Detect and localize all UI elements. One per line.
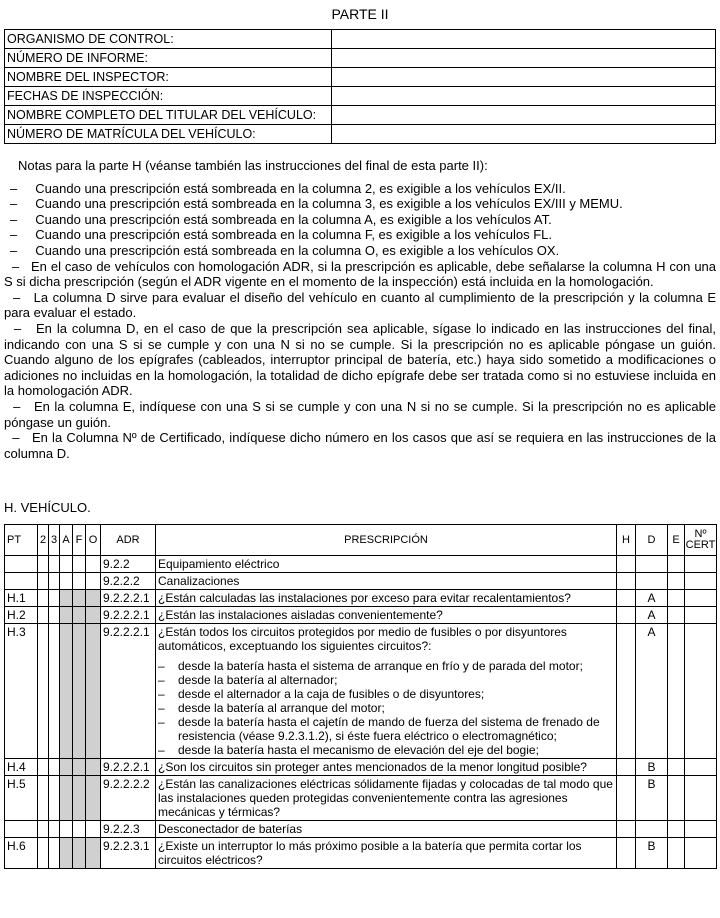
prescription-text: ¿Están calculadas las instalaciones por exceso para evitar recalentamientos? — [158, 591, 571, 605]
control-row — [5, 68, 716, 87]
col-2-cell — [38, 759, 49, 776]
control-label: ORGANISMO DE CONTROL: — [5, 30, 332, 49]
col-o-cell — [86, 838, 101, 869]
col-3-cell — [49, 556, 60, 573]
row-adr: 9.2.2.2.1 — [101, 590, 156, 607]
row-prescription — [156, 821, 617, 838]
col-f-cell — [73, 573, 86, 590]
row-h-cell[interactable] — [617, 573, 636, 590]
header-prescription: PRESCRIPCIÓN — [156, 525, 617, 556]
control-row — [5, 30, 716, 49]
circuit-list-item: – desde la batería hasta el sistema de arranque en frío y de parada del motor; — [158, 659, 583, 673]
row-cert-cell[interactable] — [685, 838, 717, 869]
col-o-cell — [86, 624, 101, 759]
col-a-cell — [60, 590, 73, 607]
table-row — [5, 556, 717, 573]
col-f-cell — [73, 556, 86, 573]
note-paragraph: – En el caso de vehículos con homologación ADR, si la prescripción es aplicable, debe señalarse la columna H con una S si dicha prescripción (según el ADR vigente en el momento de la inspección) está incluida en la homologación. — [4, 258, 717, 290]
col-o-cell — [86, 573, 101, 590]
row-e-cell[interactable] — [668, 590, 685, 607]
header-cert-line1: Nº — [694, 528, 707, 540]
col-f-cell — [73, 838, 86, 869]
col-a-cell — [60, 759, 73, 776]
circuit-list-item: – desde la batería al arranque del motor; — [158, 701, 385, 715]
row-d-cell[interactable]: A — [636, 607, 668, 624]
col-o-cell — [86, 759, 101, 776]
col-f-cell — [73, 624, 86, 759]
row-prescription — [156, 590, 617, 607]
col-3-cell — [49, 776, 60, 821]
header-e: E — [668, 525, 685, 556]
row-cert-cell[interactable] — [685, 624, 717, 759]
table-row — [5, 607, 717, 624]
col-3-cell — [49, 590, 60, 607]
col-a-cell — [60, 838, 73, 869]
row-e-cell[interactable] — [668, 759, 685, 776]
row-prescription — [156, 838, 617, 869]
row-cert-cell[interactable] — [685, 573, 717, 590]
row-pt — [5, 573, 38, 590]
control-info-table — [4, 29, 716, 144]
row-d-cell[interactable] — [636, 821, 668, 838]
row-e-cell[interactable] — [668, 821, 685, 838]
control-value-field[interactable] — [332, 106, 716, 125]
col-2-cell — [38, 624, 49, 759]
col-a-cell — [60, 776, 73, 821]
header-cert-line2: CERT — [685, 539, 716, 551]
col-2-cell — [38, 838, 49, 869]
table-row — [5, 590, 717, 607]
row-h-cell[interactable] — [617, 759, 636, 776]
notes-intro: Notas para la parte H (véanse también las instrucciones del final de esta parte II): — [18, 158, 488, 173]
row-cert-cell[interactable] — [685, 590, 717, 607]
row-prescription — [156, 759, 617, 776]
row-e-cell[interactable] — [668, 556, 685, 573]
note-item: – Cuando una prescripción está sombreada en la columna F, es exigible a los vehículos FL. — [10, 227, 552, 243]
header-col-a: A — [60, 525, 73, 556]
row-cert-cell[interactable] — [685, 759, 717, 776]
control-value-field[interactable] — [332, 68, 716, 87]
control-row — [5, 49, 716, 68]
control-value-field[interactable] — [332, 30, 716, 49]
row-e-cell[interactable] — [668, 573, 685, 590]
col-2-cell — [38, 573, 49, 590]
header-col-f: F — [73, 525, 86, 556]
control-value-field[interactable] — [332, 87, 716, 106]
prescription-text: Canalizaciones — [158, 574, 240, 588]
col-f-cell — [73, 821, 86, 838]
prescription-text: Desconectador de baterías — [158, 822, 303, 836]
control-label: NOMBRE DEL INSPECTOR: — [5, 68, 332, 87]
row-pt: H.6 — [5, 838, 38, 869]
header-cert — [685, 525, 717, 556]
row-h-cell[interactable] — [617, 556, 636, 573]
row-pt — [5, 556, 38, 573]
prescription-text: ¿Son los circuitos sin proteger antes mencionados de la menor longitud posible? — [158, 760, 587, 774]
note-paragraph: – En la Columna Nº de Certificado, indíquese dicho número en los casos que así se requiera en las instrucciones de la columna D. — [4, 430, 716, 461]
col-3-cell — [49, 838, 60, 869]
col-f-cell — [73, 607, 86, 624]
col-2-cell — [38, 776, 49, 821]
control-value-field[interactable] — [332, 125, 716, 144]
prescription-text: ¿Están todos los circuitos protegidos por medio de fusibles o por disyuntores automáticos, exceptuando los siguientes circuitos?: — [158, 625, 567, 653]
row-d-cell[interactable]: B — [636, 776, 668, 821]
col-o-cell — [86, 776, 101, 821]
table-row — [5, 624, 717, 759]
col-a-cell — [60, 607, 73, 624]
header-d: D — [636, 525, 668, 556]
row-h-cell[interactable] — [617, 776, 636, 821]
row-adr: 9.2.2.2 — [101, 573, 156, 590]
row-e-cell[interactable] — [668, 607, 685, 624]
notes-section — [4, 158, 716, 461]
table-row — [5, 759, 717, 776]
row-pt — [5, 821, 38, 838]
row-pt: H.2 — [5, 607, 38, 624]
row-prescription — [156, 573, 617, 590]
part-title: PARTE II — [331, 6, 389, 22]
row-prescription — [156, 624, 617, 759]
note-paragraph: – En la columna E, indíquese con una S si se cumple y con una N si no se cumple. Si la prescripción no es aplicable póngase un guión. — [4, 398, 716, 430]
header-pt: PT — [5, 525, 38, 556]
table-header-row — [5, 525, 717, 556]
circuit-list-item: – desde la batería hasta el cajetín de mando de fuerza del sistema de frenado de resistencia (véase 9.2.3.1.2), si éste fuera eléctrico o electromagnético; — [158, 715, 600, 743]
col-2-cell — [38, 607, 49, 624]
prescription-text: ¿Existe un interruptor lo más próximo posible a la batería que permita cortar los circuitos eléctricos? — [158, 839, 582, 867]
row-d-cell[interactable] — [636, 573, 668, 590]
row-adr: 9.2.2.3 — [101, 821, 156, 838]
row-adr: 9.2.2.3.1 — [101, 838, 156, 869]
control-label: NOMBRE COMPLETO DEL TITULAR DEL VEHÍCULO: — [5, 106, 332, 125]
row-adr: 9.2.2.2.2 — [101, 776, 156, 821]
header-col-2: 2 — [38, 525, 49, 556]
col-3-cell — [49, 759, 60, 776]
col-o-cell — [86, 821, 101, 838]
prescription-text: Equipamiento eléctrico — [158, 557, 280, 571]
row-pt: H.5 — [5, 776, 38, 821]
header-h: H — [617, 525, 636, 556]
row-d-cell[interactable]: A — [636, 590, 668, 607]
header-col-o: O — [86, 525, 101, 556]
control-label: FECHAS DE INSPECCIÓN: — [5, 87, 332, 106]
prescription-text: ¿Están las canalizaciones eléctricas sólidamente fijadas y colocadas de tal modo que las instalaciones queden protegidas convenientemente contra las agresiones mecánicas y térmicas? — [158, 777, 613, 819]
note-item: – Cuando una prescripción está sombreada en la columna 3, es exigible a los vehículos EX/III y MEMU. — [10, 196, 623, 212]
row-adr: 9.2.2 — [101, 556, 156, 573]
col-2-cell — [38, 590, 49, 607]
col-3-cell — [49, 573, 60, 590]
header-adr: ADR — [101, 525, 156, 556]
row-h-cell[interactable] — [617, 838, 636, 869]
table-row — [5, 838, 717, 869]
col-f-cell — [73, 776, 86, 821]
col-2-cell — [38, 821, 49, 838]
col-o-cell — [86, 556, 101, 573]
control-row — [5, 125, 716, 144]
row-pt: H.4 — [5, 759, 38, 776]
note-item: – Cuando una prescripción está sombreada en la columna O, es exigible a los vehículos OX. — [10, 242, 560, 258]
row-cert-cell[interactable] — [685, 776, 717, 821]
row-prescription — [156, 607, 617, 624]
col-3-cell — [49, 607, 60, 624]
row-adr: 9.2.2.2.1 — [101, 759, 156, 776]
col-o-cell — [86, 590, 101, 607]
col-a-cell — [60, 624, 73, 759]
col-f-cell — [73, 590, 86, 607]
row-cert-cell[interactable] — [685, 821, 717, 838]
row-adr: 9.2.2.2.1 — [101, 624, 156, 759]
row-prescription — [156, 556, 617, 573]
col-3-cell — [49, 821, 60, 838]
row-cert-cell[interactable] — [685, 607, 717, 624]
col-a-cell — [60, 573, 73, 590]
circuit-list-item: – desde la batería hasta el mecanismo de elevación del eje del bogie; — [158, 743, 539, 757]
table-row — [5, 573, 717, 590]
header-col-3: 3 — [49, 525, 60, 556]
section-title: H. VEHÍCULO. — [4, 500, 91, 515]
control-value-field[interactable] — [332, 49, 716, 68]
note-item: – Cuando una prescripción está sombreada en la columna 2, es exigible a los vehículos EX/II. — [10, 180, 566, 196]
row-adr: 9.2.2.2.1 — [101, 607, 156, 624]
control-row — [5, 87, 716, 106]
col-2-cell — [38, 556, 49, 573]
row-pt: H.1 — [5, 590, 38, 607]
col-3-cell — [49, 624, 60, 759]
row-e-cell[interactable] — [668, 838, 685, 869]
row-e-cell[interactable] — [668, 776, 685, 821]
row-d-cell[interactable]: B — [636, 838, 668, 869]
row-h-cell[interactable] — [617, 590, 636, 607]
row-e-cell[interactable] — [668, 624, 685, 759]
table-row — [5, 776, 717, 821]
control-label: NÚMERO DE INFORME: — [5, 49, 332, 68]
row-h-cell[interactable] — [617, 821, 636, 838]
col-f-cell — [73, 759, 86, 776]
row-d-cell[interactable]: B — [636, 759, 668, 776]
row-prescription — [156, 776, 617, 821]
circuit-list-item: – desde el alternador a la caja de fusibles o de disyuntores; — [158, 687, 485, 701]
col-o-cell — [86, 607, 101, 624]
control-row — [5, 106, 716, 125]
row-cert-cell[interactable] — [685, 556, 717, 573]
table-row — [5, 821, 717, 838]
col-a-cell — [60, 556, 73, 573]
row-d-cell[interactable] — [636, 556, 668, 573]
col-a-cell — [60, 821, 73, 838]
row-h-cell[interactable] — [617, 624, 636, 759]
note-paragraph: – En la columna D, en el caso de que la prescripción sea aplicable, sígase lo indicado en las instrucciones del final, indicando con una S si se cumple y con una N si no se cumple. Si la prescripción no es aplicable póngase un guión. Cuando alguno de los epígrafes (cableados, interruptor principal de batería, etc.) haya sido sometido a modificaciones o adiciones no incluidas en la homologación, la totalidad de dicho epígrafe debe ser tratada como si no estuviese incluida en la homologación ADR. — [4, 320, 716, 399]
row-pt: H.3 — [5, 624, 38, 759]
vehicle-checklist-table — [4, 524, 717, 869]
control-label: NÚMERO DE MATRÍCULA DEL VEHÍCULO: — [5, 125, 332, 144]
note-paragraph: – La columna D sirve para evaluar el diseño del vehículo en cuanto al cumplimiento de la prescripción y la columna E para evaluar el estado. — [4, 289, 716, 321]
note-item: – Cuando una prescripción está sombreada en la columna A, es exigible a los vehículos AT. — [10, 211, 552, 227]
circuit-list-item: – desde la batería al alternador; — [158, 673, 338, 687]
row-d-cell[interactable]: A — [636, 624, 668, 759]
prescription-text: ¿Están las instalaciones aisladas convenientemente? — [158, 608, 443, 622]
row-h-cell[interactable] — [617, 607, 636, 624]
